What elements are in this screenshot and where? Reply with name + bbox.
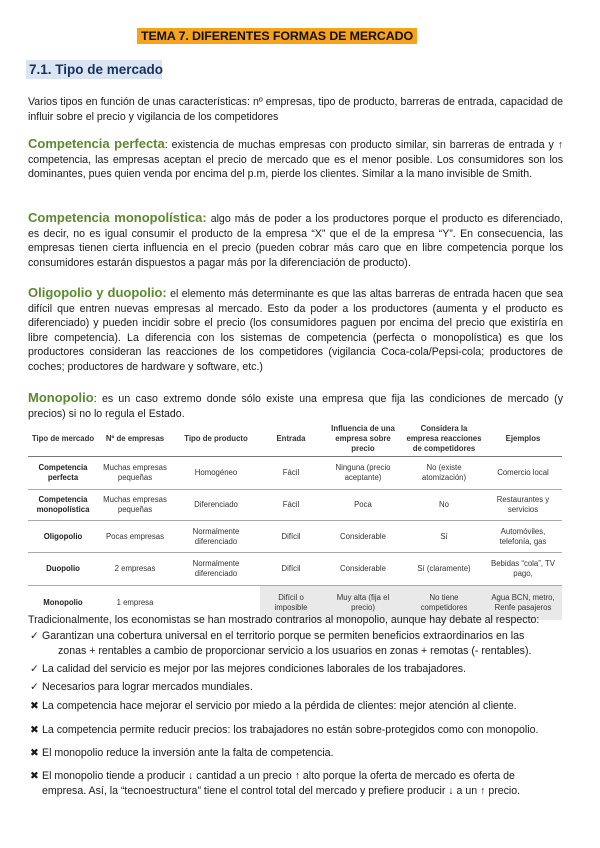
table-cell: No tiene competidores <box>404 586 484 621</box>
table-cell: Automóviles, telefonía, gas <box>484 521 562 553</box>
list-item <box>30 629 565 658</box>
table-cell: Fácil <box>260 490 322 521</box>
table-header-cell: Nº de empresas <box>98 422 172 457</box>
paragraph-competencia-monopolistica <box>28 211 563 270</box>
paragraph-text: algo más de poder a los productores porque el producto es diferenciado, es decir, no es igual consumir el producto de la empresa “X” que el de la empresa “Y”. En consecuencia, las empresas tienen cierta influencia en el precio (pueden cobrar más caro que en libre competencia porque los consumidores estarán dispuestos a pagar más por la diferenciación de producto). <box>28 213 563 269</box>
table-header-cell: Tipo de producto <box>172 422 260 457</box>
table-row <box>28 553 562 586</box>
table-cell: Homogéneo <box>172 457 260 490</box>
table-header-cell: Influencia de una empresa sobre precio <box>322 422 404 457</box>
table-cell: Considerable <box>322 553 404 586</box>
list-item-text: La competencia hace mejorar el servicio por miedo a la pérdida de clientes: mejor atención al cliente. <box>42 700 517 712</box>
paragraph-text: existencia de muchas empresas con producto similar, sin barreras de entrada y ↑ competencia, las empresas aceptan el precio de mercado que es el menor posible. Los consumidores son los dominantes, pues quien venda por encima del p.m, pierde los clientes. Similar a la mano invisible de Smith. <box>28 139 563 181</box>
table-cell: Poca <box>322 490 404 521</box>
list-item <box>30 680 565 695</box>
paragraph-text: el elemento más determinante es que las altas barreras de entrada hacen que sea difícil que entren nuevas empresas al mercado. Esto da poder a los productores (aumenta y el producto es diferenciado) y pueden incidir sobre el precio (los consumidores paguen por encima del precio que existiría en libre competencia). La diferencia con los sistemas de competencia (perfecta o monopolística) es que los productores consideran las reacciones de los competidores (vigilancia Coca-cola/Pepsi-cola; productores de coches; productores de hardware y software, etc.) <box>28 288 563 373</box>
term-separator: : <box>164 139 168 151</box>
table-cell: Sí (claramente) <box>404 553 484 586</box>
table-cell: Agua BCN, metro, Renfe pasajeros <box>484 586 562 621</box>
table-header-cell: Tipo de mercado <box>28 422 98 457</box>
cross-icon: ✖ <box>30 700 39 712</box>
table-cell: No <box>404 490 484 521</box>
list-item-text: Garantizan una cobertura universal en el territorio porque se permiten beneficios extraordinarios en las <box>42 630 525 642</box>
table-cell: Muchas empresas pequeñas <box>98 490 172 521</box>
list-item <box>30 723 565 738</box>
market-types-table <box>28 422 562 620</box>
table-cell: Bebidas “cola”, TV pago, <box>484 553 562 586</box>
table-cell: Considerable <box>322 521 404 553</box>
paragraph-text: es un caso extremo donde sólo existe una empresa que fija las condiciones de mercado (y precios) si no lo regula el Estado. <box>28 393 563 420</box>
table-cell: 2 empresas <box>98 553 172 586</box>
table-row <box>28 521 562 553</box>
table-cell: Competencia perfecta <box>28 457 98 490</box>
list-item <box>30 769 565 798</box>
list-item-text: zonas + rentables a cambio de proporcionar servicio a los usuarios en zonas + remotas (- rentables). <box>58 644 532 657</box>
table-cell: Comercio local <box>484 457 562 490</box>
term-oligopolio-duopolio: Oligopolio y duopolio: <box>28 285 167 300</box>
list-item-text: empresa. Así, la “tecnoestructura” tiene el control total del mercado y prefiere producir ↓ a un ↑ precio. <box>42 784 521 797</box>
list-item <box>30 662 565 677</box>
table-row <box>28 457 562 490</box>
cross-icon: ✖ <box>30 724 39 736</box>
table-cell: Difícil <box>260 553 322 586</box>
list-item <box>30 746 565 761</box>
paragraph-competencia-perfecta <box>28 137 563 182</box>
list-item-text: El monopolio reduce la inversión ante la falta de competencia. <box>42 747 334 759</box>
term-competencia-monopolistica: Competencia monopolística: <box>28 210 207 225</box>
table-cell: Sí <box>404 521 484 553</box>
table-header-row <box>28 422 562 457</box>
table-cell: Normalmente diferenciado <box>172 553 260 586</box>
cross-icon: ✖ <box>30 747 39 759</box>
table-header-cell: Considera la empresa reacciones de competidores <box>404 422 484 457</box>
list-item-text: El monopolio tiende a producir ↓ cantidad a un precio ↑ alto porque la oferta de mercado es oferta de <box>42 770 515 782</box>
debate-intro: Tradicionalmente, los economistas se han mostrado contrarios al monopolio, aunque hay debate al respecto: <box>28 614 540 626</box>
page-title: TEMA 7. DIFERENTES FORMAS DE MERCADO <box>137 28 417 44</box>
table-cell: Fácil <box>260 457 322 490</box>
section-heading: 7.1. Tipo de mercado <box>26 60 162 79</box>
table-header-cell: Entrada <box>260 422 322 457</box>
table-cell: Duopolio <box>28 553 98 586</box>
table-cell: Diferenciado <box>172 490 260 521</box>
table-cell: No (existe atomización) <box>404 457 484 490</box>
table-header-cell: Ejemplos <box>484 422 562 457</box>
table-cell: Pocas empresas <box>98 521 172 553</box>
table-cell: Difícil o imposible <box>260 586 322 621</box>
table-cell: Monopolio <box>43 598 83 607</box>
cross-icon: ✖ <box>30 770 39 782</box>
check-icon: ✓ <box>30 681 39 693</box>
term-monopolio: Monopolio <box>28 390 94 405</box>
table-cell: Normalmente diferenciado <box>172 521 260 553</box>
term-competencia-perfecta: Competencia perfecta <box>28 136 165 151</box>
intro-paragraph: Varios tipos en función de unas características: nº empresas, tipo de producto, barreras de entrada, capacidad de influir sobre el precio y vigilancia de los competidores <box>28 96 563 123</box>
list-item-text: La competencia permite reducir precios: los trabajadores no están sobre-protegidos como con monopolio. <box>42 724 539 736</box>
table-cell: Oligopolio <box>28 521 98 553</box>
table-cell: Competencia monopolística <box>28 490 98 521</box>
check-icon: ✓ <box>30 630 39 642</box>
table-cell: 1 empresa <box>116 598 154 607</box>
list-item-text: La calidad del servicio es mejor por las mejores condiciones laborales de los trabajadores. <box>42 663 466 675</box>
check-icon: ✓ <box>30 663 39 675</box>
table-cell: Restaurantes y servicios <box>484 490 562 521</box>
table-cell: Muchas empresas pequeñas <box>98 457 172 490</box>
table-cell: Muy alta (fija el precio) <box>322 586 404 621</box>
table-cell: Difícil <box>260 521 322 553</box>
paragraph-oligopolio-duopolio <box>28 286 563 375</box>
table-row <box>28 490 562 521</box>
list-item-text: Necesarios para lograr mercados mundiales. <box>42 681 253 693</box>
table-cell: Ninguna (precio aceptante) <box>322 457 404 490</box>
term-separator: : <box>93 393 97 405</box>
paragraph-monopolio <box>28 391 563 421</box>
list-item <box>30 699 565 714</box>
